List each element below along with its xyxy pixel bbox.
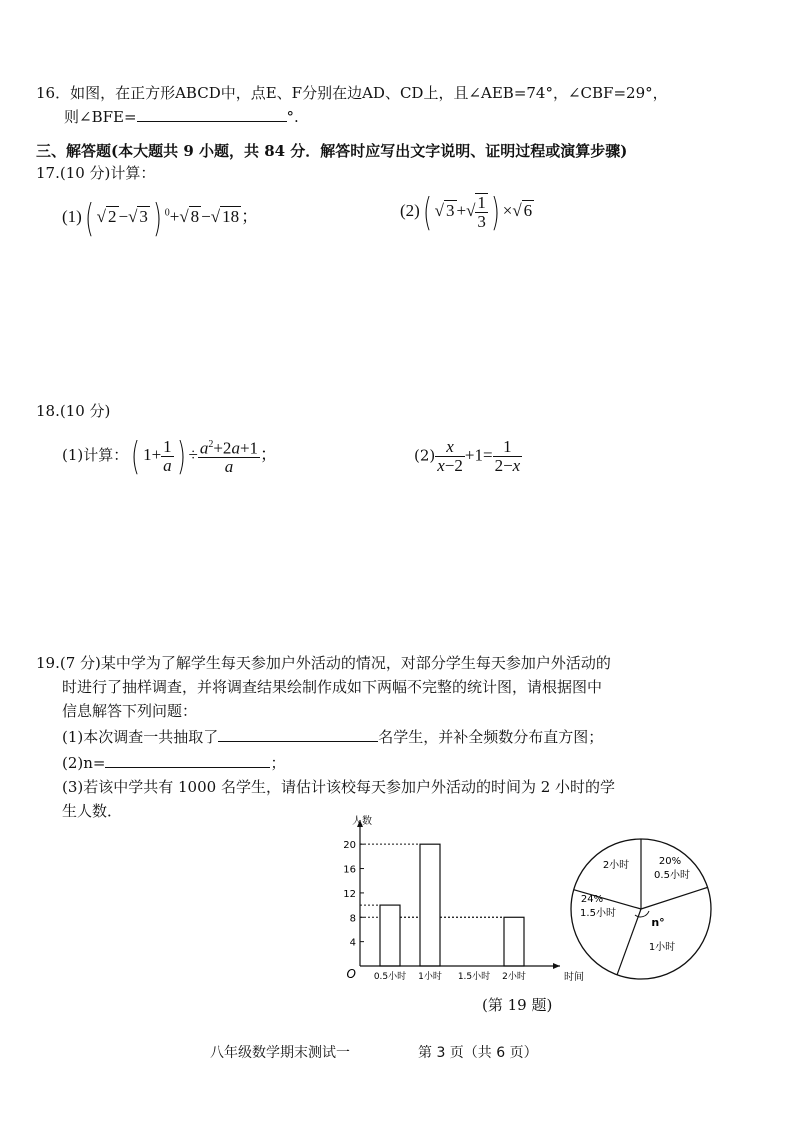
footer-right: 第 3 页（共 6 页）	[418, 1045, 538, 1061]
q19-sub1	[62, 726, 603, 747]
x-tick-label: 1小时	[418, 972, 442, 982]
section3-title: 三、解答题(本大题共 9 小题，共 84 分．解答时应写出文字说明、证明过程或演算步骤)	[36, 142, 628, 160]
q19-sub3-line2: 生人数．	[62, 802, 123, 820]
q16-line2	[64, 106, 299, 127]
q19-sub1-prefix: (1)本次调查一共抽取了	[62, 728, 219, 746]
x-axis-label: 时间	[564, 972, 584, 983]
y-tick-label: 12	[343, 888, 356, 900]
q16-answer-blank[interactable]	[137, 107, 287, 122]
y-tick-label: 16	[343, 864, 356, 876]
x-tick-label: 2小时	[502, 972, 526, 982]
q16-prefix: 则∠BFE=	[64, 108, 137, 126]
histogram-chart	[330, 812, 584, 983]
q17-p1-label: (1)	[62, 206, 82, 226]
y-tick-label: 20	[343, 840, 356, 852]
footer-left: 八年级数学期末测试一	[210, 1045, 350, 1061]
pie-chart	[566, 834, 716, 984]
q16-line1: 16．如图，在正方形ABCD中，点E、F分别在边AD、CD上，且∠AEB=74°，∠CBF=29°，	[36, 84, 668, 102]
pie-label-15-pct: 24%	[580, 894, 604, 905]
pie-label-05-pct: 20%	[658, 856, 682, 867]
y-axis-label: 人数	[352, 816, 372, 827]
pie-label-2h: 2小时	[602, 860, 630, 871]
x-tick-label: 1.5小时	[457, 972, 491, 982]
q19-sub1-suffix: 名学生，并补全频数分布直方图；	[378, 728, 604, 746]
y-tick-label: 4	[349, 937, 356, 949]
pie-label-05: 0.5小时	[654, 870, 690, 881]
q19-caption: (第 19 题)	[482, 996, 553, 1014]
bar-1	[420, 844, 440, 966]
q18-p2-label: (2)	[414, 446, 436, 465]
origin-label: O	[346, 967, 356, 981]
q18-part2: (2) $\frac{x}{x-2}$ +1= $\frac{1}{2-x}$	[414, 437, 521, 475]
pie-label-n: n°	[651, 916, 665, 929]
q19-line2: 时进行了抽样调查，并将调查结果绘制作成如下两幅不完整的统计图，请根据图中	[62, 678, 603, 696]
bar-3	[504, 917, 524, 966]
q19-sub2-blank[interactable]	[105, 753, 270, 768]
q17-p2-label: (2)	[400, 200, 420, 220]
q19-sub3-line1: (3)若该中学共有 1000 名学生，请估计该校每天参加户外活动的时间为 2 小时的学	[62, 778, 616, 796]
q19-sub2	[62, 752, 286, 773]
q18-part1: (1)计算：( 1+ $\frac{1}{a}$ ) ÷ $\frac{a^2+2a+1}{a}$ ；	[62, 434, 278, 478]
pie-label-15: 1.5小时	[580, 908, 616, 919]
q16-suffix: °.	[286, 108, 299, 126]
x-tick-label: 0.5小时	[373, 972, 407, 982]
bar-0	[380, 905, 400, 966]
q19-line1: 19.(7 分)某中学为了解学生每天参加户外活动的情况，对部分学生每天参加户外活动的	[36, 654, 611, 672]
q18-header: 18.(10 分)	[36, 402, 111, 420]
pie-label-1h: 1小时	[648, 942, 676, 953]
q18-p1-label: (1)计算：	[62, 445, 129, 464]
x-axis-arrow	[553, 963, 560, 969]
q17-header: 17.(10 分)计算：	[36, 164, 156, 182]
q17-part2: (2)( √ 3 +√ $\frac{1}{3}$ ) ×√ 6	[400, 190, 533, 234]
q17-part1: (1)( √ 2 −√ 3 ) $^0$+√ 8 −√ 18 ；	[62, 196, 259, 240]
q19-sub2-suffix: ；	[270, 754, 286, 772]
q19-sub1-blank[interactable]	[218, 727, 378, 742]
q19-line3: 信息解答下列问题：	[62, 702, 198, 720]
y-tick-label: 8	[349, 913, 356, 925]
q19-sub2-prefix: (2)n=	[62, 754, 106, 772]
